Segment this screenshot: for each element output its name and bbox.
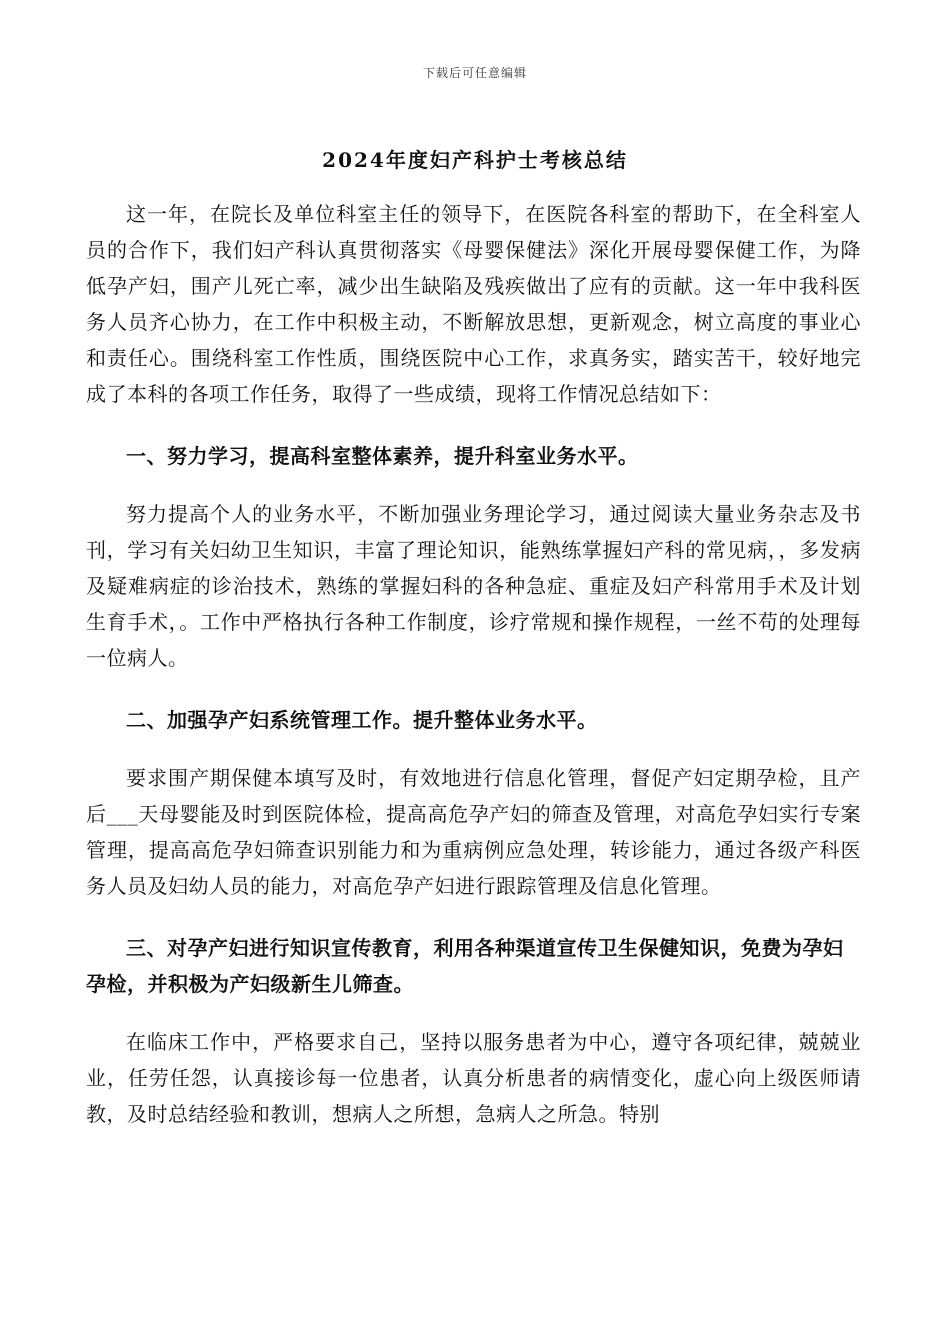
intro-paragraph: 这一年，在院长及单位科室主任的领导下，在医院各科室的帮助下，在全科室人员的合作下，我们妇产科认真贯彻落实《母婴保健法》深化开展母婴保健工作，为降低孕产妇，围产儿死亡率，减少出生缺陷及残疾做出了应有的贡献。这一年中我科医务人员齐心协力，在工作中积极主动，不断解放思想，更新观念，树立高度的事业心和责任心。围绕科室工作性质，围绕医院中心工作，求真务实，踏实苦干，较好地完成了本科的各项工作任务，取得了一些成绩，现将工作情况总结如下： — [86, 202, 861, 406]
section-body-3: 在临床工作中，严格要求自己，坚持以服务患者为中心，遵守各项纪律，兢兢业业，任劳任怨，认真接诊每一位患者，认真分析患者的病情变化，虚心向上级医师请教，及时总结经验和教训，想病人之所想，急病人之所急。特别 — [86, 1030, 861, 1126]
section-body-1: 努力提高个人的业务水平，不断加强业务理论学习，通过阅读大量业务杂志及书刊，学习有关妇幼卫生知识，丰富了理论知识，能熟练掌握妇产科的常见病，，多发病及疑难病症的诊治技术，熟练的掌握妇科的各种急症、重症及妇产科常用手术及计划生育手术，。工作中严格执行各种工作制度，诊疗常规和操作规程，一丝不苟的处理每一位病人。 — [86, 502, 861, 670]
section-heading-3: 三、对孕产妇进行知识宣传教育，利用各种渠道宣传卫生保健知识，免费为孕妇孕检，并积极为产妇级新生儿筛查。 — [86, 936, 844, 996]
header-note: 下载后可任意编辑 — [422, 66, 527, 80]
section-heading-1: 一、努力学习，提高科室整体素养，提升科室业务水平。 — [126, 444, 639, 468]
document-body — [86, 196, 861, 1132]
section-heading-2: 二、加强孕产妇系统管理工作。提升整体业务水平。 — [126, 708, 598, 732]
section-body-2: 要求围产期保健本填写及时，有效地进行信息化管理，督促产妇定期孕检，且产后___天母婴能及时到医院体检，提高高危孕产妇的筛查及管理，对高危孕妇实行专案管理，提高高危孕妇筛查识别能力和为重病例应急处理，转诊能力，通过各级产科医务人员及妇幼人员的能力，对高危孕产妇进行跟踪管理及信息化管理。 — [86, 766, 861, 898]
document-title: 2024年度妇产科护士考核总结 — [322, 148, 628, 172]
